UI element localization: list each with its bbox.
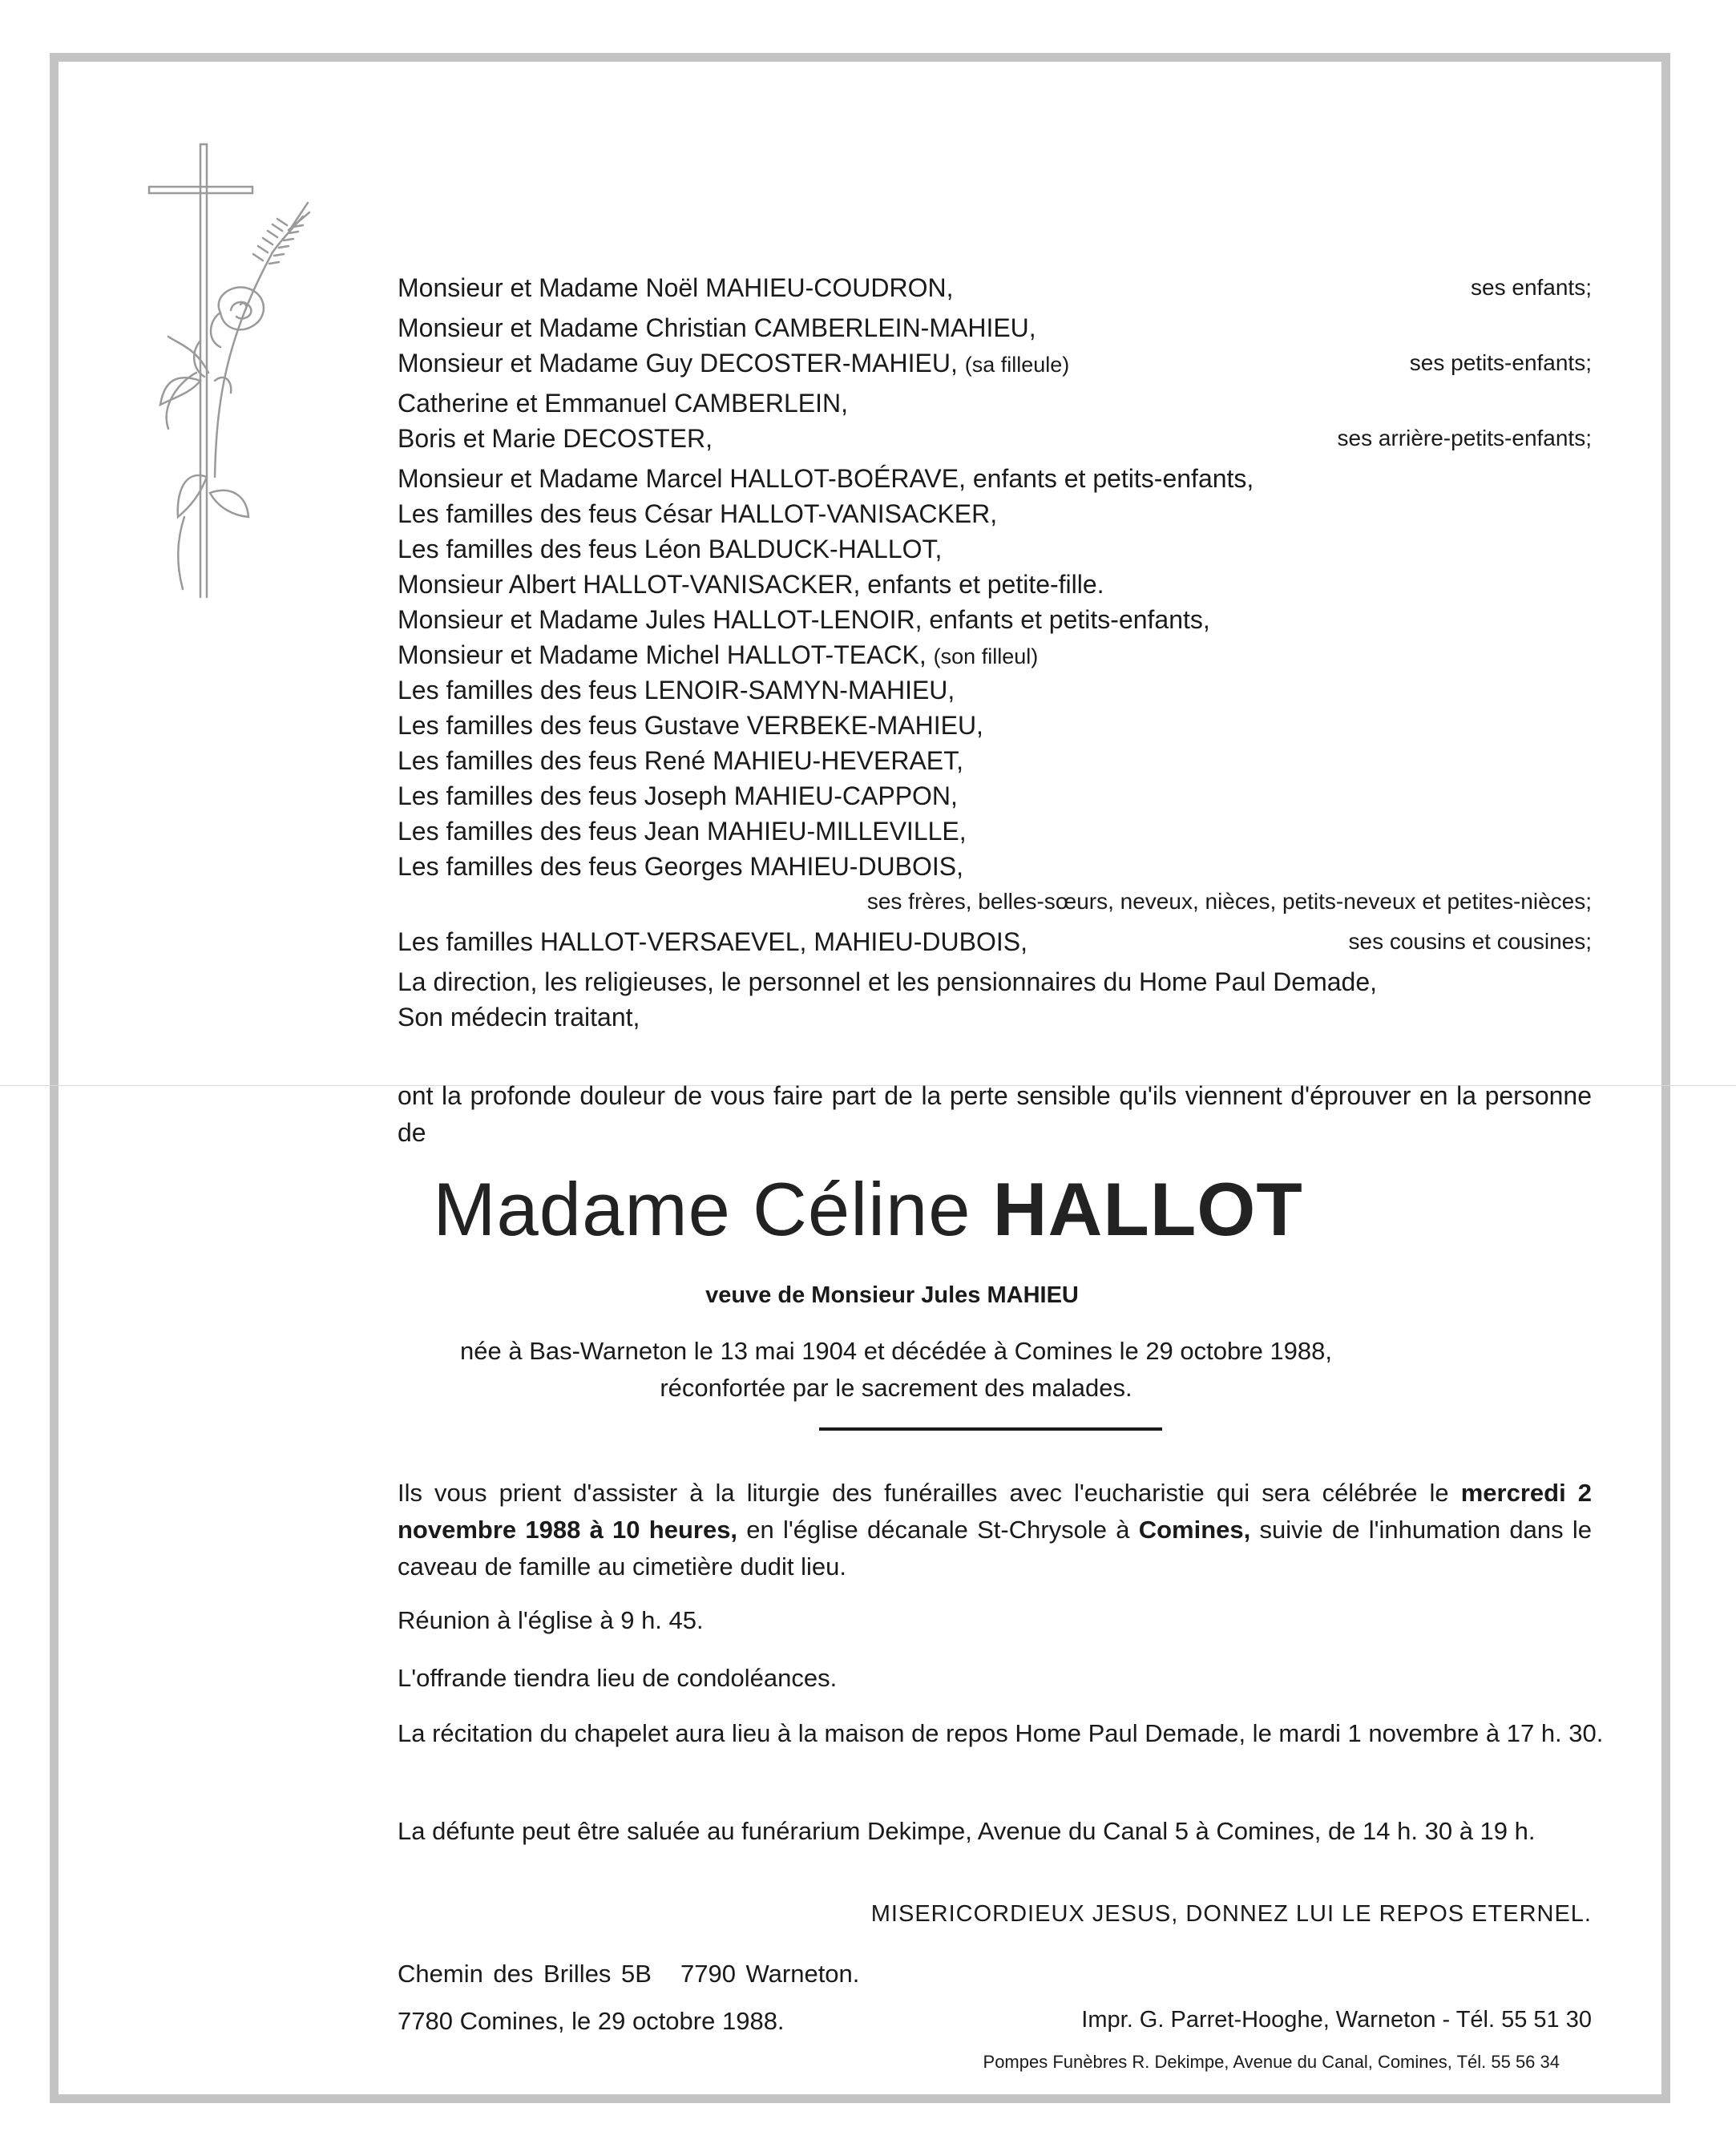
family-line <box>398 964 1592 999</box>
deceased-first-name: Madame Céline <box>433 1167 971 1251</box>
family-name: Les familles des feus LENOIR-SAMYN-MAHIEU, <box>398 676 955 705</box>
place-date: 7780 Comines, le 29 octobre 1988. <box>398 2007 785 2035</box>
family-name: Catherine et Emmanuel CAMBERLEIN, <box>398 389 848 418</box>
funeral-text: suivie de l'inhumation dans le caveau de famille au cimetière dudit lieu. <box>398 1516 1592 1581</box>
divider <box>819 1427 1162 1431</box>
family-name: Les familles des feus Joseph MAHIEU-CAPPON, <box>398 781 958 810</box>
family-name: Monsieur et Madame Christian CAMBERLEIN-MAHIEU, <box>398 313 1036 342</box>
home-address <box>398 1960 859 1988</box>
printer-credit: Impr. G. Parret-Hooghe, Warneton - Tél. 55 51 30 <box>1081 2007 1592 2033</box>
family-name: Monsieur et Madame Noël MAHIEU-COUDRON, <box>398 273 954 302</box>
viewing-text: La défunte peut être saluée au funérarium Dekimpe, Avenue du Canal 5 à Comines, de 14 h. 30 à 19 h. <box>398 1817 1536 1845</box>
family-name: Monsieur et Madame Michel HALLOT-TEACK, <box>398 640 927 669</box>
family-name: Les familles des feus Léon BALDUCK-HALLOT, <box>398 535 943 563</box>
family-note: (son filleul) <box>933 644 1039 668</box>
family-line <box>398 743 1592 778</box>
meeting-text: Réunion à l'église à 9 h. 45. <box>398 1606 704 1634</box>
family-line <box>398 496 1592 531</box>
funeral-paragraph <box>398 1475 1592 1585</box>
relation-label: ses cousins et cousines; <box>1348 929 1592 954</box>
prayer-text: MISERICORDIEUX JESUS, DONNEZ LUI LE REPOS ETERNEL. <box>870 1901 1592 1927</box>
family-line <box>398 386 1592 421</box>
family-name: Monsieur Albert HALLOT-VANISACKER, enfants et petite-fille. <box>398 570 1104 599</box>
relation-label: ses frères, belles-sœurs, neveux, nièces, petits-neveux et petites-nièces; <box>866 889 1592 914</box>
family-line <box>398 884 1592 919</box>
family-line <box>398 602 1592 637</box>
family-name: Les familles des feus Gustave VERBEKE-MAHIEU, <box>398 711 983 740</box>
offering-text: L'offrande tiendra lieu de condoléances. <box>398 1664 838 1692</box>
family-line <box>398 531 1592 567</box>
family-name: Monsieur et Madame Marcel HALLOT-BOÉRAVE, enfants et petits-enfants, <box>398 464 1254 493</box>
family-line <box>398 778 1592 814</box>
family-name: Boris et Marie DECOSTER, <box>398 424 713 453</box>
deceased-name <box>0 1166 1736 1253</box>
relation-label: ses petits-enfants; <box>1409 350 1592 375</box>
family-line <box>398 814 1592 849</box>
family-line <box>398 637 1592 672</box>
family-name: Les familles des feus René MAHIEU-HEVERAET, <box>398 746 964 775</box>
family-line <box>398 270 1592 305</box>
family-line <box>398 461 1592 496</box>
widow-of: veuve de Monsieur Jules MAHIEU <box>705 1282 1079 1308</box>
funeral-date: mercredi 2 novembre 1988 à 10 heures, <box>398 1479 1592 1544</box>
family-line <box>398 924 1592 959</box>
address-street: Chemin des Brilles 5B <box>398 1960 652 1988</box>
family-name: Monsieur et Madame Guy DECOSTER-MAHIEU, <box>398 349 958 378</box>
family-line <box>398 708 1592 743</box>
family-name: Les familles des feus Georges MAHIEU-DUBOIS, <box>398 852 964 881</box>
family-line <box>398 310 1592 345</box>
family-line <box>398 421 1592 456</box>
rosary-text: La récitation du chapelet aura lieu à la maison de repos Home Paul Demade, le mardi 1 novembre à 17 h. 30. <box>398 1719 1604 1747</box>
family-line <box>398 345 1592 381</box>
family-name: Monsieur et Madame Jules HALLOT-LENOIR, enfants et petits-enfants, <box>398 605 1210 634</box>
family-list <box>398 270 1592 1035</box>
funeral-place: Comines, <box>1138 1516 1251 1544</box>
birth-death-block <box>0 1333 1736 1407</box>
family-line <box>398 567 1592 602</box>
cross-with-rose-icon <box>120 140 345 601</box>
family-line <box>398 999 1592 1035</box>
birth-death-text: née à Bas-Warneton le 13 mai 1904 et décédée à Comines le 29 octobre 1988, <box>460 1337 1332 1365</box>
funeral-text: Ils vous prient d'assister à la liturgie des funérailles avec l'eucharistie qui sera célébrée le <box>398 1479 1461 1507</box>
family-note: (sa filleule) <box>964 353 1070 377</box>
intro-text: ont la profonde douleur de vous faire part de la perte sensible qu'ils viennent d'éprouver en la personne de <box>398 1081 1592 1147</box>
family-line <box>398 849 1592 884</box>
family-name: Les familles des feus Jean MAHIEU-MILLEVILLE, <box>398 817 967 846</box>
family-line <box>398 672 1592 708</box>
undertaker-credit: Pompes Funèbres R. Dekimpe, Avenue du Canal, Comines, Tél. 55 56 34 <box>983 2052 1560 2072</box>
relation-label: ses arrière-petits-enfants; <box>1337 426 1592 450</box>
funeral-text: en l'église décanale St-Chrysole à <box>737 1516 1139 1544</box>
relation-label: ses enfants; <box>1471 275 1592 300</box>
family-name: Les familles HALLOT-VERSAEVEL, MAHIEU-DUBOIS, <box>398 927 1027 956</box>
family-name: Les familles des feus César HALLOT-VANISACKER, <box>398 499 998 528</box>
address-city: 7790 Warneton. <box>680 1960 860 1988</box>
deceased-surname: HALLOT <box>992 1167 1303 1251</box>
family-name: La direction, les religieuses, le personnel et les pensionnaires du Home Paul Demade, <box>398 967 1378 996</box>
family-name: Son médecin traitant, <box>398 1003 640 1032</box>
sacrament-text: réconfortée par le sacrement des malades. <box>660 1374 1132 1402</box>
